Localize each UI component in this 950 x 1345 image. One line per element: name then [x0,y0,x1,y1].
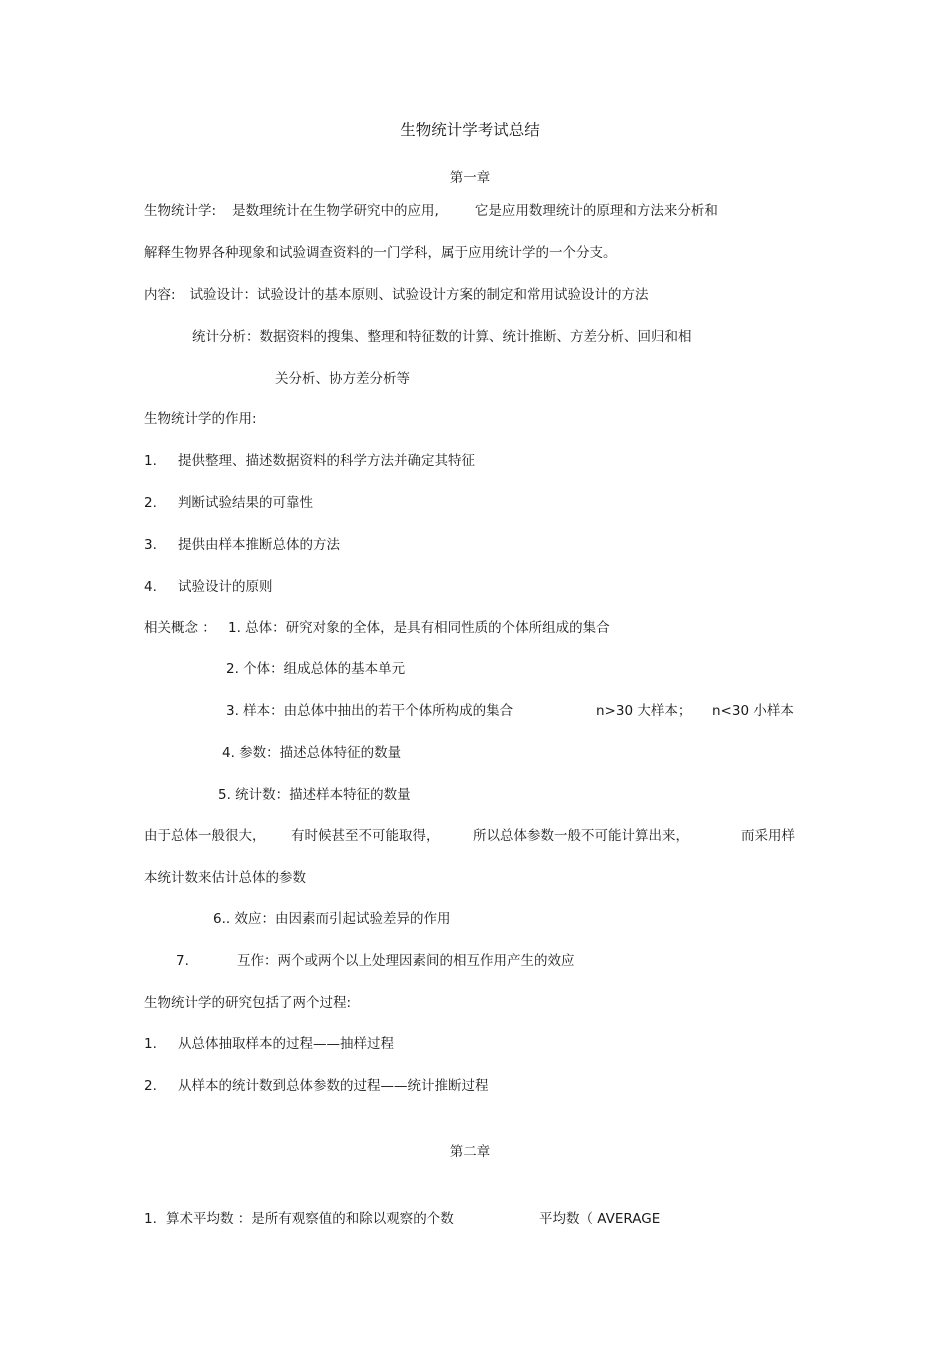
list-item [144,452,475,470]
chapter-1-heading: 第一章 [449,170,491,186]
list-text: 提供由样本推断总体的方法 [178,537,340,553]
content-design: 试验设计：试验设计的基本原则、试验设计方案的制定和常用试验设计的方法 [189,287,649,303]
document-title: 生物统计学考试总结 [400,121,540,139]
chapter-2-heading: 第二章 [449,1144,491,1160]
concept-effect: 6.. 效应：由因素而引起试验差异的作用 [213,911,451,927]
concept-statistic: 5. 统计数：描述样本特征的数量 [218,787,411,803]
concept-sample: 3. 样本：由总体中抽出的若干个体所构成的集合 [226,703,514,719]
definition-part-2: 它是应用数理统计的原理和方法来分析和 [474,203,718,219]
mean-line [144,1210,454,1228]
list-number: 2. [144,495,157,511]
mean-definition: 算术平均数 ：是所有观察值的和除以观察的个数 [166,1211,454,1227]
definition-line-1 [144,202,718,220]
concept-population: 1. 总体：研究对象的全体，是具有相同性质的个体所组成的集合 [228,620,610,636]
note-line-2: 本统计数来估计总体的参数 [144,870,306,886]
list-text: 试验设计的原则 [178,579,273,595]
list-item [144,494,313,512]
list-number: 3. [144,537,157,553]
list-item [144,1035,394,1053]
definition-part-1: 是数理统计在生物学研究中的应用, [232,203,439,219]
list-item [144,536,340,554]
list-number: 4. [144,579,157,595]
content-analysis-continued: 关分析、协方差分析等 [275,371,410,387]
note-part-d: 而采用样 [741,828,795,844]
concept-individual: 2. 个体：组成总体的基本单元 [226,661,406,677]
definition-label: 生物统计学: [144,203,217,219]
concept-parameter: 4. 参数：描述总体特征的数量 [222,745,402,761]
list-number: 1. [144,1211,157,1227]
concept-interaction-number: 7. [176,953,189,969]
note-part-a: 由于总体一般很大， [144,828,266,844]
roles-heading: 生物统计学的作用: [144,411,257,427]
list-text: 从样本的统计数到总体参数的过程——统计推断过程 [178,1078,489,1094]
list-item [144,1077,489,1095]
concept-small-sample: n<30 小样本 [712,703,794,719]
definition-line-2: 解释生物界各种现象和试验调查资料的一门学科，属于应用统计学的一个分支。 [144,245,617,261]
process-heading: 生物统计学的研究包括了两个过程: [144,995,352,1011]
list-text: 从总体抽取样本的过程——抽样过程 [178,1036,394,1052]
concept-large-sample: n>30 大样本； [596,703,692,719]
content-line-1 [144,286,649,304]
list-number: 1. [144,453,157,469]
concept-interaction: 互作：两个或两个以上处理因素间的相互作用产生的效应 [237,953,575,969]
concepts-label: 相关概念 ： [144,620,216,636]
list-number: 2. [144,1078,157,1094]
list-text: 提供整理、描述数据资料的科学方法并确定其特征 [178,453,475,469]
content-label: 内容: [144,287,176,303]
list-number: 1. [144,1036,157,1052]
content-analysis: 统计分析：数据资料的搜集、整理和特征数的计算、统计推断、方差分析、回归和相 [192,329,692,345]
list-item [144,578,273,596]
note-part-b: 有时候甚至不可能取得， [291,828,440,844]
list-text: 判断试验结果的可靠性 [178,495,313,511]
note-line-1 [144,827,266,845]
mean-average: 平均数（ AVERAGE [539,1211,661,1227]
note-part-c: 所以总体参数一般不可能计算出来， [473,828,689,844]
